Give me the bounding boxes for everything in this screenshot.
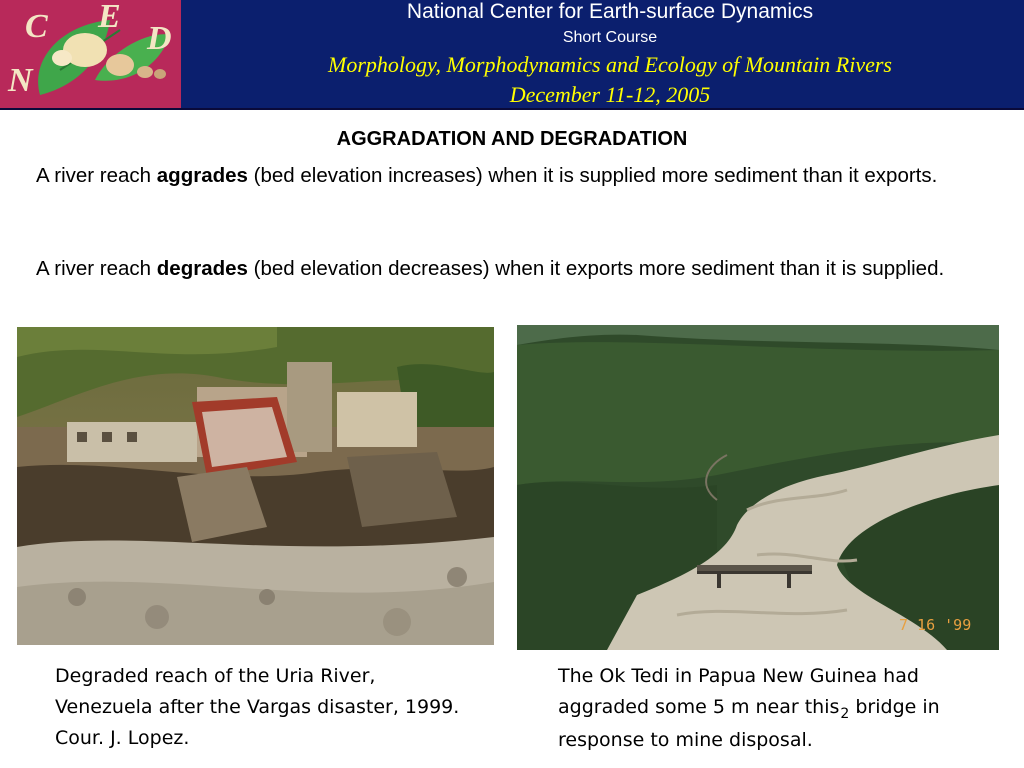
header-divider <box>0 108 1024 110</box>
nced-logo <box>0 0 181 110</box>
aggradation-definition <box>36 160 996 191</box>
ok-tedi-photo <box>517 325 999 650</box>
photo-timestamp: 7 16 '99 <box>899 616 972 634</box>
ok-tedi-illustration <box>517 325 999 650</box>
right-caption-tail: bridge in response to mine disposal. <box>558 696 940 751</box>
right-photo-caption <box>558 661 998 756</box>
slide-title: AGGRADATION AND DEGRADATION <box>336 128 688 150</box>
para2-suffix: (bed elevation decreases) when it exports more sediment than it is supplied. <box>247 257 945 280</box>
left-photo-caption: Degraded reach of the Uria River, Venezuela after the Vargas disaster, 1999. Cour. J. Lopez. <box>55 665 460 749</box>
degradation-definition <box>36 253 996 284</box>
course-title: Morphology, Morphodynamics and Ecology of Mountain Rivers <box>328 52 892 77</box>
logo-letter-c: C <box>25 8 48 45</box>
course-date: December 11-12, 2005 <box>509 82 711 107</box>
logo-letter-d: D <box>147 20 172 57</box>
short-course-label: Short Course <box>562 29 658 46</box>
logo-letter-e: E <box>98 0 121 35</box>
para1-keyword: aggrades <box>156 164 248 187</box>
uria-river-illustration <box>17 327 494 645</box>
para1-prefix: A river reach <box>36 164 157 187</box>
organization-name: National Center for Earth-surface Dynamics <box>406 0 814 23</box>
header-banner <box>0 0 1024 110</box>
uria-river-photo <box>17 327 494 645</box>
para2-prefix: A river reach <box>36 257 157 280</box>
para2-keyword: degrades <box>156 257 248 280</box>
para1-suffix: (bed elevation increases) when it is supplied more sediment than it exports. <box>247 164 938 187</box>
right-caption-main: The Ok Tedi in Papua New Guinea had aggraded some 5 m near this <box>558 665 919 718</box>
logo-letter-n: N <box>8 62 33 99</box>
right-caption-subscript: 2 <box>840 706 850 722</box>
